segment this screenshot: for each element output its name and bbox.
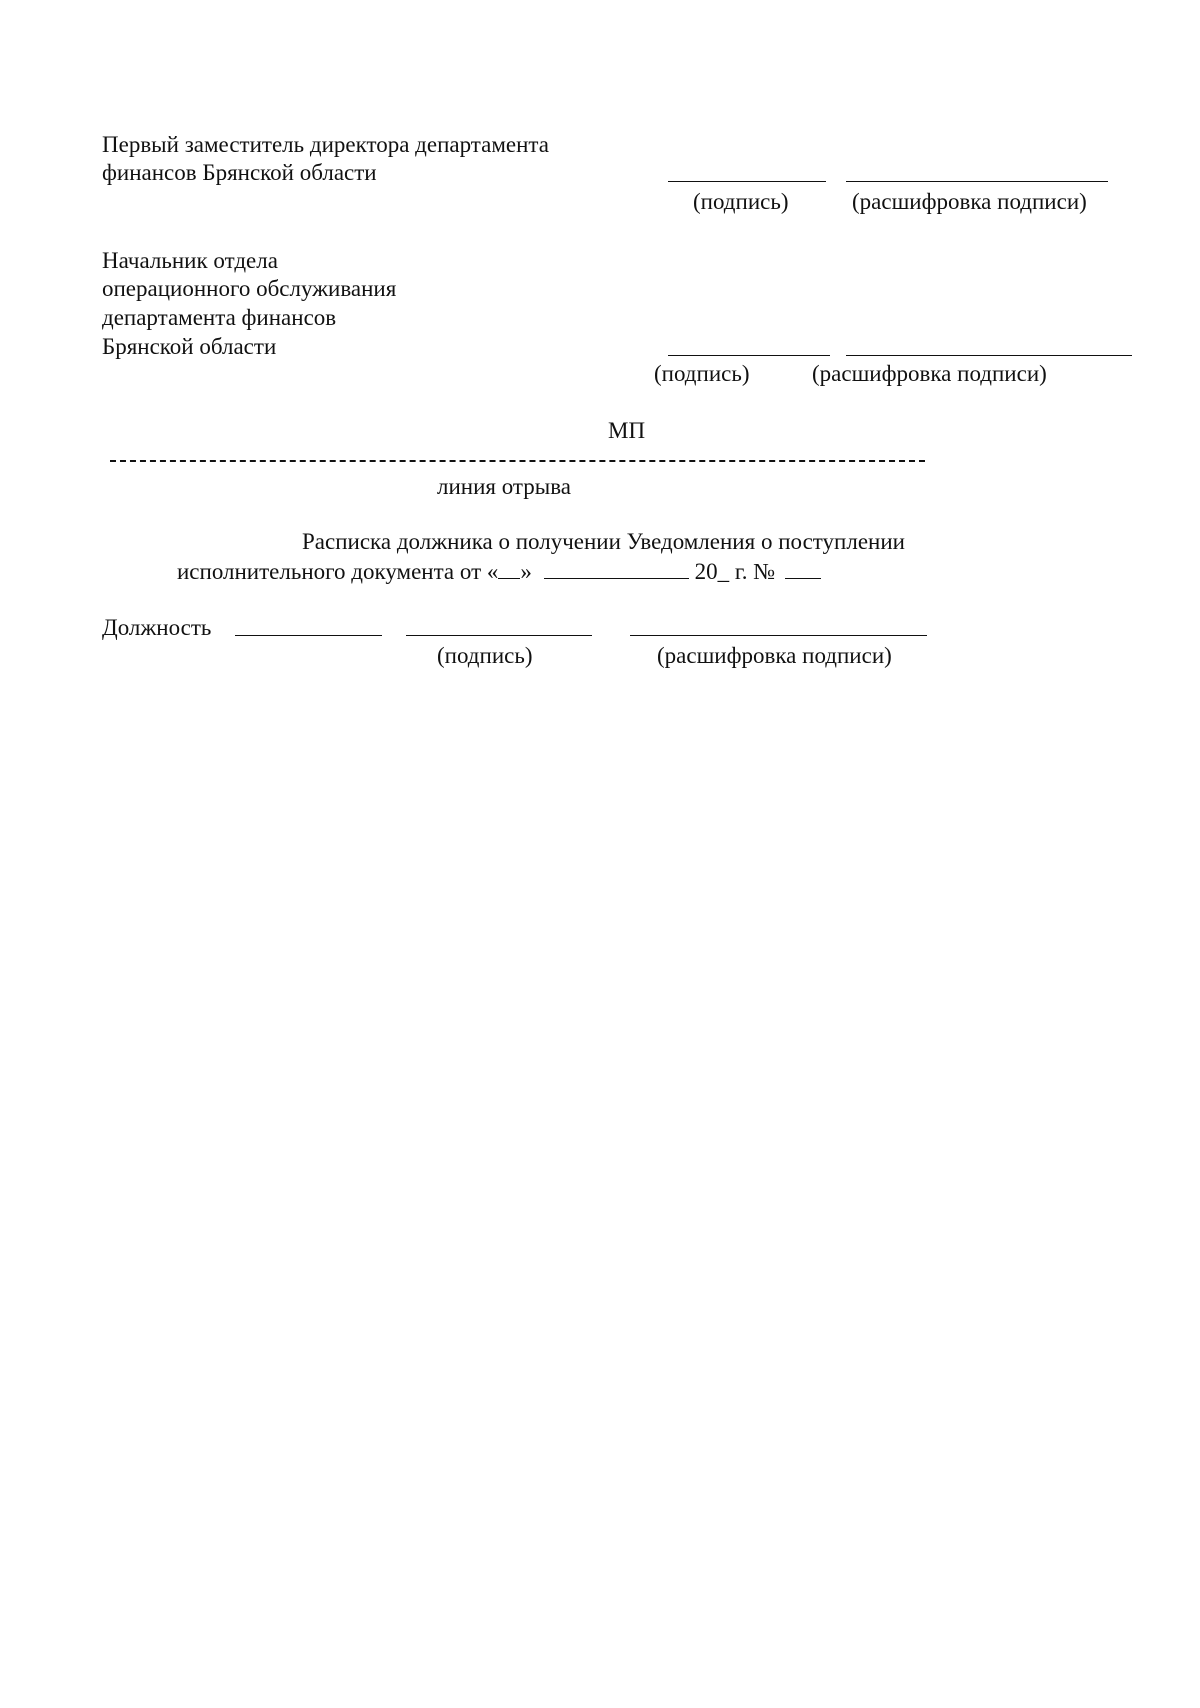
signatory-2-signature-caption: (подпись) bbox=[654, 361, 750, 386]
signatory-1-signature-caption: (подпись) bbox=[693, 189, 789, 214]
receipt-day-close-quote: » bbox=[520, 559, 532, 584]
receipt-number-blank[interactable] bbox=[785, 558, 821, 579]
receipt-month-blank[interactable] bbox=[544, 558, 689, 579]
signatory-1-title-line-1: Первый заместитель директора департамента bbox=[102, 132, 549, 157]
signatory-2-title-line-3: департамента финансов bbox=[102, 305, 337, 330]
receipt-title-prefix: исполнительного документа от « bbox=[177, 559, 499, 584]
receipt-day-blank[interactable] bbox=[498, 558, 520, 579]
receipt-position-line[interactable] bbox=[235, 635, 382, 636]
signatory-1-signature-line[interactable] bbox=[668, 181, 826, 182]
receipt-decode-caption: (расшифровка подписи) bbox=[657, 643, 892, 668]
signatory-2-title-line-1: Начальник отдела bbox=[102, 248, 278, 273]
stamp-place-label: МП bbox=[608, 418, 646, 443]
tear-off-line-label: линия отрыва bbox=[437, 474, 571, 499]
receipt-title-line-1: Расписка должника о получении Уведомления о поступлении bbox=[302, 529, 905, 554]
signatory-2-decode-line[interactable] bbox=[846, 355, 1132, 356]
receipt-signature-caption: (подпись) bbox=[437, 643, 533, 668]
tear-off-line bbox=[110, 460, 925, 462]
signatory-1-title-line-2: финансов Брянской области bbox=[102, 160, 377, 185]
signatory-1-decode-caption: (расшифровка подписи) bbox=[852, 189, 1087, 214]
signatory-2-signature-line[interactable] bbox=[668, 355, 830, 356]
signatory-2-title-line-4: Брянской области bbox=[102, 334, 277, 359]
receipt-signature-line[interactable] bbox=[406, 635, 592, 636]
receipt-position-label: Должность bbox=[102, 615, 212, 640]
signatory-2-title-line-2: операционного обслуживания bbox=[102, 276, 397, 301]
receipt-title-line-2 bbox=[177, 557, 821, 586]
signatory-1-decode-line[interactable] bbox=[846, 181, 1108, 182]
receipt-year-number-label: 20_ г. № bbox=[694, 559, 776, 584]
signatory-2-decode-caption: (расшифровка подписи) bbox=[812, 361, 1047, 386]
receipt-decode-line[interactable] bbox=[630, 635, 927, 636]
